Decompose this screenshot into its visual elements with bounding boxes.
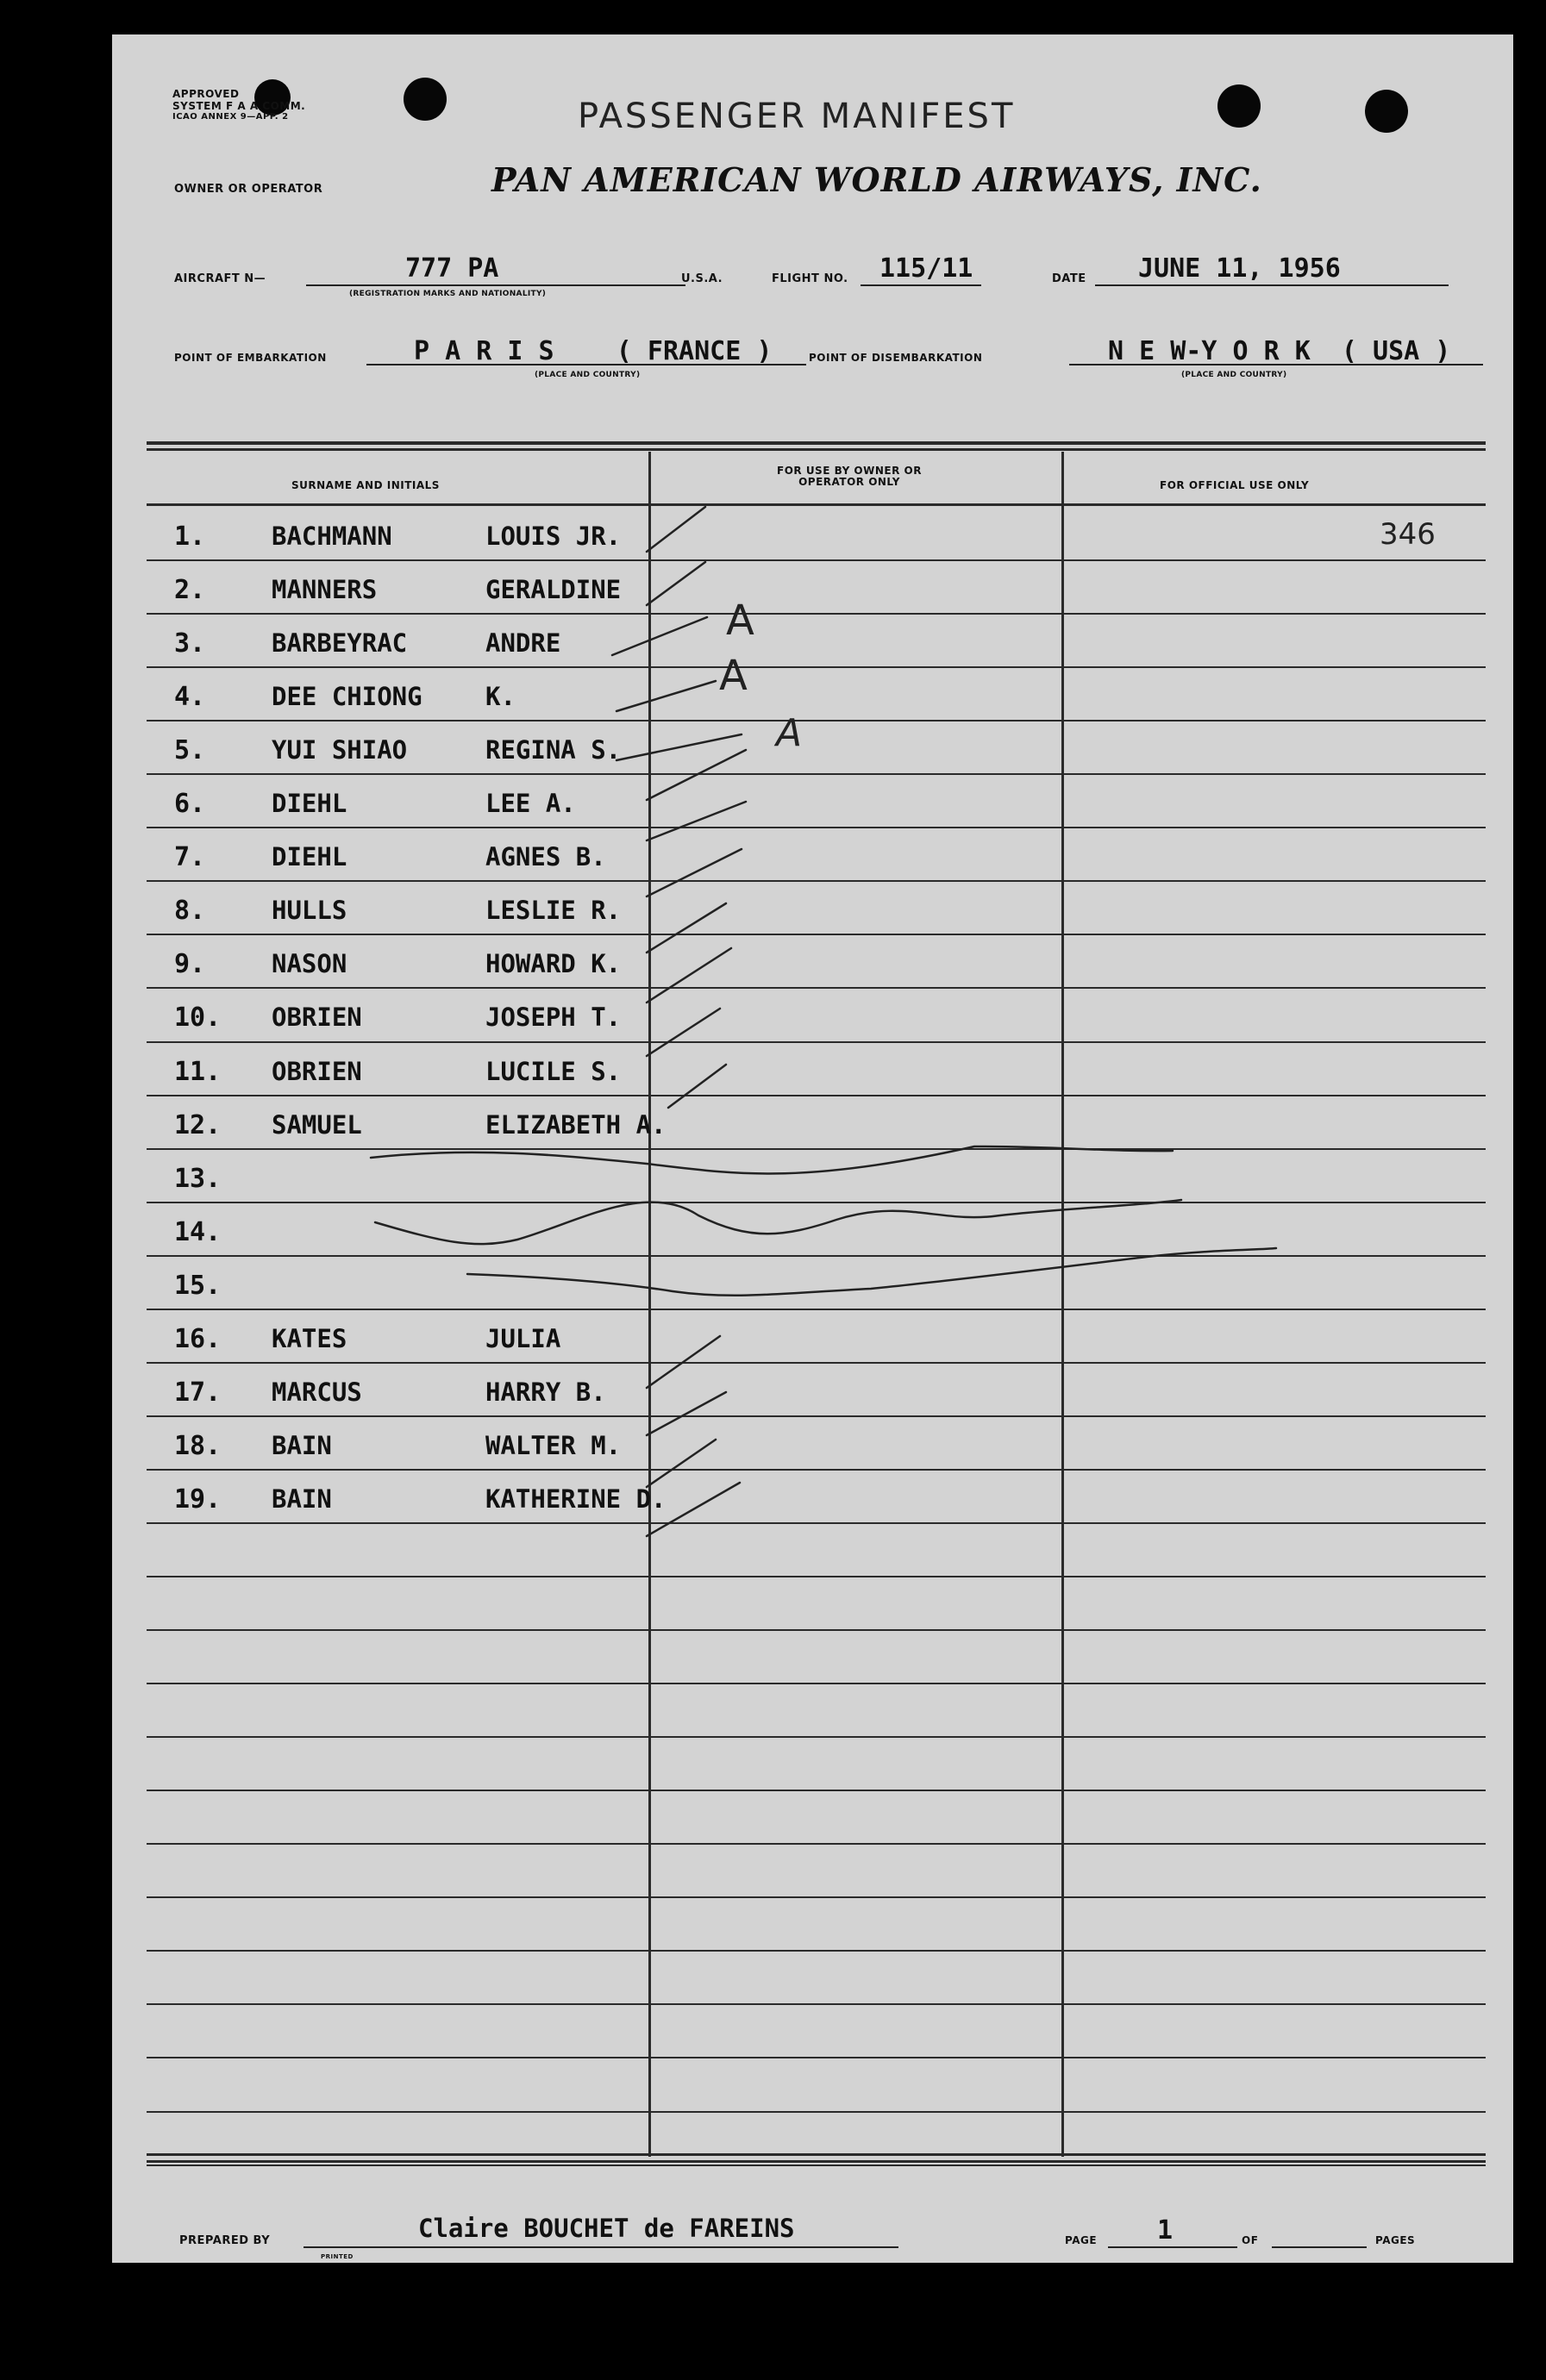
passenger-surname: OBRIEN <box>272 1003 362 1032</box>
passenger-given-names: LESLIE R. <box>485 896 622 925</box>
row-number: 16. <box>174 1324 222 1354</box>
check-mark <box>647 507 705 552</box>
owner-mark: A <box>719 652 748 700</box>
row-number: 12. <box>174 1110 222 1140</box>
passenger-surname: NASON <box>272 949 347 978</box>
row-number: 13. <box>174 1164 222 1194</box>
owner-mark: A <box>726 597 754 645</box>
passenger-surname: BACHMANN <box>272 522 392 551</box>
check-mark <box>647 1483 740 1536</box>
embark-sublabel: (PLACE AND COUNTRY) <box>535 371 641 379</box>
passenger-given-names: REGINA S. <box>485 735 622 765</box>
check-mark <box>647 562 705 605</box>
disembark-sublabel: (PLACE AND COUNTRY) <box>1181 371 1287 379</box>
row-number: 1. <box>174 522 206 552</box>
approval-line: ICAO ANNEX 9—APP. 2 <box>172 112 289 122</box>
check-mark <box>647 1392 726 1435</box>
passenger-given-names: HARRY B. <box>485 1377 606 1407</box>
owner-label: OWNER OR OPERATOR <box>174 183 323 196</box>
page-underline <box>1108 2246 1237 2248</box>
aircraft-label: AIRCRAFT N— <box>174 272 266 285</box>
row-number: 19. <box>174 1484 222 1515</box>
flight-label: FLIGHT NO. <box>772 272 848 285</box>
check-mark <box>617 734 742 760</box>
check-mark <box>647 750 746 800</box>
check-mark <box>617 681 716 711</box>
check-mark <box>647 1009 720 1056</box>
passenger-given-names: JOSEPH T. <box>485 1003 622 1032</box>
page-title: PASSENGER MANIFEST <box>578 97 1016 136</box>
passenger-surname: SAMUEL <box>272 1110 362 1140</box>
flight-value: 115/11 <box>879 253 973 284</box>
row-number: 17. <box>174 1377 222 1408</box>
passenger-surname: KATES <box>272 1324 347 1353</box>
column-header-names: SURNAME AND INITIALS <box>291 479 440 491</box>
row-number: 18. <box>174 1431 222 1461</box>
row-number: 14. <box>174 1217 222 1247</box>
void-stroke <box>467 1248 1276 1296</box>
aircraft-value: 777 PA <box>405 253 499 284</box>
void-stroke <box>371 1146 1173 1173</box>
disembark-value: N E W-Y O R K ( USA ) <box>1108 336 1451 366</box>
row-number: 3. <box>174 628 206 659</box>
owner-mark: A <box>776 711 803 755</box>
passenger-surname: MANNERS <box>272 575 378 604</box>
passenger-surname: BARBEYRAC <box>272 628 408 658</box>
passenger-given-names: ANDRE <box>485 628 561 658</box>
void-stroke <box>375 1200 1181 1244</box>
passenger-surname: MARCUS <box>272 1377 362 1407</box>
check-mark <box>647 903 726 953</box>
row-number: 11. <box>174 1057 222 1087</box>
passenger-given-names: ELIZABETH A. <box>485 1110 667 1140</box>
check-mark <box>647 1336 720 1388</box>
check-mark <box>647 849 742 896</box>
row-number: 4. <box>174 682 206 712</box>
approval-line: APPROVED <box>172 88 240 100</box>
page-value: 1 <box>1157 2215 1174 2246</box>
row-number: 8. <box>174 896 206 926</box>
passenger-surname: YUI SHIAO <box>272 735 408 765</box>
disembark-label: POINT OF DISEMBARKATION <box>809 352 983 364</box>
passenger-surname: HULLS <box>272 896 347 925</box>
passenger-given-names: KATHERINE D. <box>485 1484 667 1514</box>
row-number: 10. <box>174 1003 222 1033</box>
passenger-given-names: LOUIS JR. <box>485 522 622 551</box>
row-number: 9. <box>174 949 206 979</box>
check-mark <box>647 1440 716 1487</box>
passenger-surname: OBRIEN <box>272 1057 362 1086</box>
passenger-given-names: HOWARD K. <box>485 949 622 978</box>
passenger-surname: DIEHL <box>272 842 347 871</box>
row-number: 2. <box>174 575 206 605</box>
passenger-given-names: LEE A. <box>485 789 576 818</box>
row-number: 7. <box>174 842 206 872</box>
date-value: JUNE 11, 1956 <box>1138 253 1341 284</box>
table-bottom-rule <box>147 2153 1486 2156</box>
aircraft-sublabel: (REGISTRATION MARKS AND NATIONALITY) <box>349 290 547 298</box>
check-mark <box>647 802 746 840</box>
check-mark <box>647 948 731 1003</box>
pen-marks <box>112 34 1513 2263</box>
row-number: 15. <box>174 1271 222 1301</box>
of-label: OF <box>1242 2234 1259 2246</box>
passenger-surname: DEE CHIONG <box>272 682 422 711</box>
usa-label: U.S.A. <box>681 272 723 285</box>
column-header-official: FOR OFFICIAL USE ONLY <box>1160 479 1310 491</box>
row-number: 6. <box>174 789 206 819</box>
check-mark <box>668 1065 726 1108</box>
passenger-given-names: AGNES B. <box>485 842 606 871</box>
pages-label: PAGES <box>1375 2234 1416 2246</box>
passenger-surname: BAIN <box>272 1431 332 1460</box>
approval-line: SYSTEM F A A COMM. <box>172 100 306 112</box>
passenger-given-names: LUCILE S. <box>485 1057 622 1086</box>
printed-label: PRINTED <box>321 2253 354 2260</box>
column-header-owner: FOR USE BY OWNER OR OPERATOR ONLY <box>777 465 922 488</box>
table-bottom-rule <box>147 2160 1486 2163</box>
prepared-label: PREPARED BY <box>179 2234 271 2247</box>
row-number: 5. <box>174 735 206 765</box>
embark-label: POINT OF EMBARKATION <box>174 352 327 364</box>
passenger-surname: DIEHL <box>272 789 347 818</box>
passenger-surname: BAIN <box>272 1484 332 1514</box>
embark-value: P A R I S ( FRANCE ) <box>414 336 773 366</box>
passenger-given-names: K. <box>485 682 516 711</box>
passenger-given-names: JULIA <box>485 1324 561 1353</box>
passenger-given-names: GERALDINE <box>485 575 622 604</box>
official-number: 346 <box>1380 517 1436 552</box>
prepared-underline <box>304 2246 898 2248</box>
prepared-value: Claire BOUCHET de FAREINS <box>418 2214 795 2243</box>
check-mark <box>612 617 707 655</box>
airline-name: PAN AMERICAN WORLD AIRWAYS, INC. <box>491 160 1262 199</box>
passenger-given-names: WALTER M. <box>485 1431 622 1460</box>
manifest-sheet <box>112 34 1513 2263</box>
page-label: PAGE <box>1065 2234 1098 2246</box>
date-label: DATE <box>1052 272 1086 285</box>
pages-underline <box>1272 2246 1367 2248</box>
